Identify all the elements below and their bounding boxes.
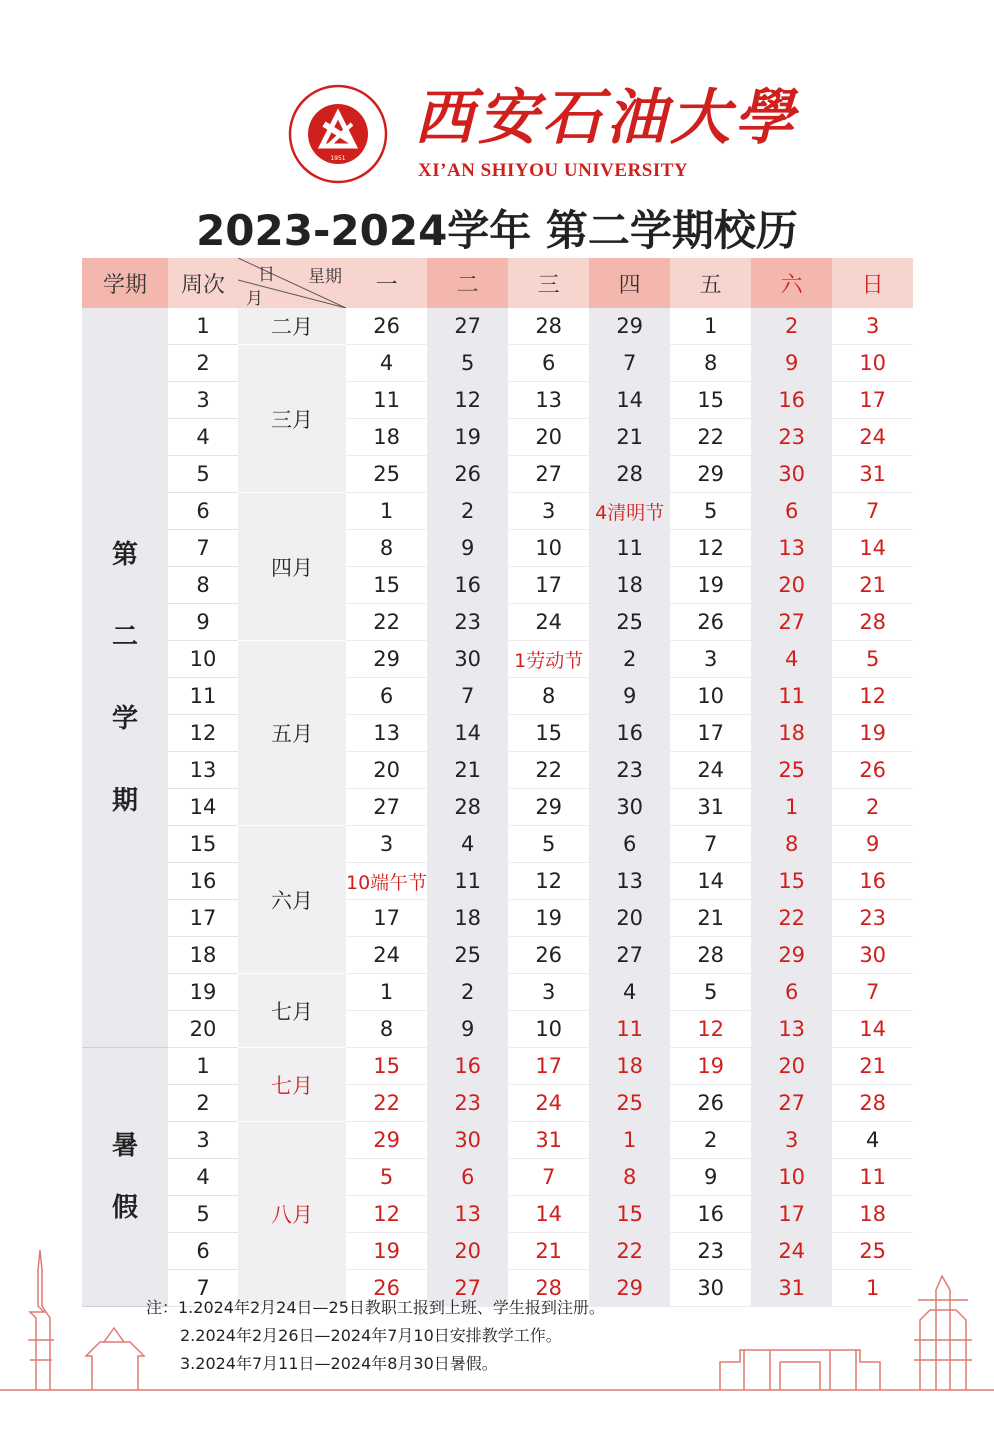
date-cell: 11 — [751, 678, 832, 715]
week-header: 周次 — [168, 258, 238, 308]
date-cell: 22 — [751, 900, 832, 937]
term-char: 期 — [111, 785, 138, 816]
date-cell: 25 — [589, 1085, 670, 1122]
date-cell: 10 — [508, 530, 589, 567]
holiday-date-cell: 4清明节 — [589, 493, 670, 530]
date-cell: 17 — [751, 1196, 832, 1233]
week-number: 2 — [168, 1085, 238, 1122]
table-row — [82, 900, 913, 937]
date-cell: 9 — [427, 530, 508, 567]
table-row — [82, 456, 913, 493]
date-cell: 17 — [508, 567, 589, 604]
date-cell: 27 — [427, 1270, 508, 1307]
date-cell: 6 — [751, 974, 832, 1011]
date-cell: 28 — [508, 1270, 589, 1307]
month-label: 五月 — [238, 641, 346, 826]
date-cell: 18 — [346, 419, 427, 456]
table-row — [82, 752, 913, 789]
week-number: 3 — [168, 382, 238, 419]
date-cell: 22 — [508, 752, 589, 789]
date-cell: 2 — [751, 308, 832, 345]
date-cell: 6 — [508, 345, 589, 382]
term-second-semester — [82, 308, 168, 1048]
diag-month-label: 月 — [246, 289, 263, 308]
date-cell: 10 — [751, 1159, 832, 1196]
table-row — [82, 308, 913, 345]
date-cell: 20 — [427, 1233, 508, 1270]
date-cell: 10 — [670, 678, 751, 715]
week-number: 1 — [168, 308, 238, 345]
calendar-body — [82, 308, 913, 1307]
date-cell: 16 — [751, 382, 832, 419]
date-cell: 14 — [589, 382, 670, 419]
date-cell: 30 — [427, 641, 508, 678]
week-number: 17 — [168, 900, 238, 937]
date-cell: 20 — [751, 567, 832, 604]
date-cell: 4 — [427, 826, 508, 863]
week-number: 1 — [168, 1048, 238, 1085]
table-row — [82, 567, 913, 604]
date-cell: 9 — [589, 678, 670, 715]
week-number: 6 — [168, 1233, 238, 1270]
date-cell: 19 — [427, 419, 508, 456]
diagonal-header — [238, 258, 346, 308]
date-cell: 23 — [751, 419, 832, 456]
week-number: 7 — [168, 1270, 238, 1307]
date-cell: 20 — [751, 1048, 832, 1085]
date-cell: 26 — [427, 456, 508, 493]
date-cell: 7 — [832, 493, 913, 530]
date-cell: 25 — [346, 456, 427, 493]
date-cell: 8 — [751, 826, 832, 863]
date-cell: 24 — [346, 937, 427, 974]
date-cell: 15 — [508, 715, 589, 752]
date-cell: 1 — [751, 789, 832, 826]
date-cell: 18 — [589, 1048, 670, 1085]
date-cell: 24 — [508, 604, 589, 641]
date-cell: 11 — [589, 530, 670, 567]
date-cell: 2 — [670, 1122, 751, 1159]
note-line: 3.2024年7月11日—2024年8月30日暑假。 — [180, 1354, 498, 1373]
week-number: 5 — [168, 456, 238, 493]
date-cell: 12 — [508, 863, 589, 900]
table-row — [82, 826, 913, 863]
date-cell: 27 — [427, 308, 508, 345]
date-cell: 15 — [346, 1048, 427, 1085]
date-cell: 22 — [346, 1085, 427, 1122]
date-cell: 24 — [670, 752, 751, 789]
date-cell: 22 — [589, 1233, 670, 1270]
date-cell: 8 — [508, 678, 589, 715]
date-cell: 24 — [508, 1085, 589, 1122]
date-cell: 5 — [346, 1159, 427, 1196]
date-cell: 21 — [589, 419, 670, 456]
university-seal-logo — [288, 84, 388, 184]
date-cell: 26 — [346, 1270, 427, 1307]
date-cell: 6 — [346, 678, 427, 715]
date-cell: 29 — [670, 456, 751, 493]
date-cell: 16 — [670, 1196, 751, 1233]
week-number: 16 — [168, 863, 238, 900]
date-cell: 9 — [427, 1011, 508, 1048]
table-row — [82, 974, 913, 1011]
date-cell: 19 — [832, 715, 913, 752]
week-number: 2 — [168, 345, 238, 382]
date-cell: 10 — [508, 1011, 589, 1048]
date-cell: 24 — [832, 419, 913, 456]
date-cell: 23 — [427, 604, 508, 641]
month-label: 七月 — [238, 974, 346, 1048]
month-label: 三月 — [238, 345, 346, 493]
date-cell: 2 — [427, 493, 508, 530]
table-row — [82, 1085, 913, 1122]
term-header: 学期 — [82, 258, 168, 308]
date-cell: 14 — [427, 715, 508, 752]
table-row — [82, 382, 913, 419]
date-cell: 11 — [832, 1159, 913, 1196]
date-cell: 16 — [832, 863, 913, 900]
date-cell: 10 — [832, 345, 913, 382]
date-cell: 28 — [670, 937, 751, 974]
week-number: 8 — [168, 567, 238, 604]
date-cell: 31 — [508, 1122, 589, 1159]
date-cell: 28 — [589, 456, 670, 493]
date-cell: 3 — [832, 308, 913, 345]
date-cell: 6 — [751, 493, 832, 530]
table-row — [82, 789, 913, 826]
date-cell: 27 — [508, 456, 589, 493]
day-header-wed: 三 — [508, 258, 589, 308]
date-cell: 26 — [346, 308, 427, 345]
week-number: 4 — [168, 419, 238, 456]
date-cell: 27 — [751, 604, 832, 641]
date-cell: 25 — [589, 604, 670, 641]
date-cell: 7 — [832, 974, 913, 1011]
date-cell: 14 — [508, 1196, 589, 1233]
date-cell: 9 — [670, 1159, 751, 1196]
table-row — [82, 419, 913, 456]
date-cell: 14 — [832, 530, 913, 567]
table-row — [82, 345, 913, 382]
date-cell: 17 — [508, 1048, 589, 1085]
date-cell: 29 — [751, 937, 832, 974]
date-cell: 25 — [832, 1233, 913, 1270]
term-char: 学 — [111, 703, 138, 734]
date-cell: 7 — [427, 678, 508, 715]
date-cell: 18 — [427, 900, 508, 937]
date-cell: 19 — [670, 1048, 751, 1085]
month-label: 六月 — [238, 826, 346, 974]
date-cell: 16 — [427, 567, 508, 604]
table-row — [82, 1011, 913, 1048]
date-cell: 28 — [508, 308, 589, 345]
date-cell: 13 — [427, 1196, 508, 1233]
date-cell: 27 — [589, 937, 670, 974]
date-cell: 1 — [346, 493, 427, 530]
date-cell: 26 — [832, 752, 913, 789]
week-number: 10 — [168, 641, 238, 678]
city-skyline-decoration — [0, 1230, 994, 1400]
date-cell: 19 — [508, 900, 589, 937]
table-row — [82, 604, 913, 641]
date-cell: 29 — [508, 789, 589, 826]
date-cell: 19 — [346, 1233, 427, 1270]
date-cell: 11 — [589, 1011, 670, 1048]
table-row — [82, 641, 913, 678]
date-cell: 5 — [427, 345, 508, 382]
date-cell: 2 — [832, 789, 913, 826]
date-cell: 13 — [751, 1011, 832, 1048]
week-number: 15 — [168, 826, 238, 863]
note-line: 注：1.2024年2月24日—25日教职工报到上班、学生报到注册。 — [146, 1298, 605, 1317]
date-cell: 26 — [670, 604, 751, 641]
date-cell: 1 — [589, 1122, 670, 1159]
date-cell: 2 — [427, 974, 508, 1011]
table-row — [82, 937, 913, 974]
term-char: 二 — [111, 621, 138, 652]
week-number: 20 — [168, 1011, 238, 1048]
date-cell: 7 — [670, 826, 751, 863]
date-cell: 18 — [751, 715, 832, 752]
week-number: 9 — [168, 604, 238, 641]
table-row — [82, 678, 913, 715]
month-label: 七月 — [238, 1048, 346, 1122]
date-cell: 20 — [346, 752, 427, 789]
term-char: 假 — [111, 1193, 138, 1223]
date-cell: 15 — [670, 382, 751, 419]
date-cell: 31 — [832, 456, 913, 493]
date-cell: 31 — [751, 1270, 832, 1307]
date-cell: 22 — [670, 419, 751, 456]
week-number: 13 — [168, 752, 238, 789]
date-cell: 30 — [751, 456, 832, 493]
date-cell: 8 — [346, 530, 427, 567]
date-cell: 3 — [670, 641, 751, 678]
date-cell: 28 — [427, 789, 508, 826]
date-cell: 14 — [670, 863, 751, 900]
date-cell: 23 — [670, 1233, 751, 1270]
date-cell: 17 — [670, 715, 751, 752]
week-number: 14 — [168, 789, 238, 826]
week-number: 19 — [168, 974, 238, 1011]
date-cell: 4 — [832, 1122, 913, 1159]
date-cell: 1 — [670, 308, 751, 345]
university-name-en: XI’AN SHIYOU UNIVERSITY — [418, 160, 689, 181]
day-header-thu: 四 — [589, 258, 670, 308]
date-cell: 25 — [427, 937, 508, 974]
date-cell: 13 — [751, 530, 832, 567]
date-cell: 1 — [832, 1270, 913, 1307]
day-header-tue: 二 — [427, 258, 508, 308]
date-cell: 23 — [832, 900, 913, 937]
date-cell: 13 — [346, 715, 427, 752]
day-header-sun: 日 — [832, 258, 913, 308]
date-cell: 30 — [670, 1270, 751, 1307]
week-number: 7 — [168, 530, 238, 567]
date-cell: 21 — [832, 567, 913, 604]
date-cell: 9 — [832, 826, 913, 863]
date-cell: 6 — [589, 826, 670, 863]
table-row — [82, 1122, 913, 1159]
date-cell: 8 — [670, 345, 751, 382]
date-cell: 12 — [670, 1011, 751, 1048]
date-cell: 17 — [832, 382, 913, 419]
date-cell: 12 — [427, 382, 508, 419]
date-cell: 2 — [589, 641, 670, 678]
date-cell: 8 — [589, 1159, 670, 1196]
holiday-date-cell: 1劳动节 — [508, 641, 589, 678]
date-cell: 16 — [589, 715, 670, 752]
month-label: 八月 — [238, 1122, 346, 1307]
month-label: 二月 — [238, 308, 346, 345]
holiday-date-cell: 10端午节 — [346, 863, 427, 900]
date-cell: 16 — [427, 1048, 508, 1085]
date-cell: 14 — [832, 1011, 913, 1048]
date-cell: 15 — [346, 567, 427, 604]
date-cell: 8 — [346, 1011, 427, 1048]
date-cell: 21 — [670, 900, 751, 937]
date-cell: 30 — [427, 1122, 508, 1159]
seal-year: 1951 — [330, 155, 346, 162]
date-cell: 17 — [346, 900, 427, 937]
week-number: 18 — [168, 937, 238, 974]
date-cell: 18 — [589, 567, 670, 604]
date-cell: 11 — [346, 382, 427, 419]
date-cell: 21 — [832, 1048, 913, 1085]
date-cell: 4 — [346, 345, 427, 382]
week-number: 4 — [168, 1159, 238, 1196]
date-cell: 18 — [832, 1196, 913, 1233]
date-cell: 5 — [832, 641, 913, 678]
diag-weekday-label: 星期 — [308, 267, 342, 287]
date-cell: 11 — [427, 863, 508, 900]
date-cell: 15 — [589, 1196, 670, 1233]
date-cell: 20 — [508, 419, 589, 456]
date-cell: 26 — [670, 1085, 751, 1122]
date-cell: 31 — [670, 789, 751, 826]
page-title: 2023-2024学年 第二学期校历 — [196, 206, 798, 255]
date-cell: 5 — [508, 826, 589, 863]
date-cell: 5 — [670, 974, 751, 1011]
university-name-cn: 西安石油大學 — [414, 83, 798, 153]
date-cell: 12 — [670, 530, 751, 567]
date-cell: 29 — [589, 308, 670, 345]
date-cell: 13 — [508, 382, 589, 419]
date-cell: 27 — [346, 789, 427, 826]
month-label: 四月 — [238, 493, 346, 641]
date-cell: 3 — [508, 493, 589, 530]
date-cell: 4 — [751, 641, 832, 678]
table-row — [82, 715, 913, 752]
week-number: 12 — [168, 715, 238, 752]
date-cell: 27 — [751, 1085, 832, 1122]
date-cell: 3 — [346, 826, 427, 863]
week-number: 5 — [168, 1196, 238, 1233]
date-cell: 21 — [427, 752, 508, 789]
week-number: 6 — [168, 493, 238, 530]
date-cell: 29 — [346, 1122, 427, 1159]
week-number: 3 — [168, 1122, 238, 1159]
day-header-fri: 五 — [670, 258, 751, 308]
diag-day-label: 日 — [258, 265, 275, 285]
table-row — [82, 863, 913, 900]
date-cell: 29 — [346, 641, 427, 678]
day-header-sat: 六 — [751, 258, 832, 308]
date-cell: 3 — [508, 974, 589, 1011]
table-row — [82, 1048, 913, 1085]
school-calendar-table — [82, 258, 913, 1307]
date-cell: 13 — [589, 863, 670, 900]
table-row — [82, 1159, 913, 1196]
date-cell: 22 — [346, 604, 427, 641]
date-cell: 24 — [751, 1233, 832, 1270]
term-char: 第 — [111, 539, 138, 570]
date-cell: 7 — [508, 1159, 589, 1196]
date-cell: 21 — [508, 1233, 589, 1270]
date-cell: 23 — [427, 1085, 508, 1122]
date-cell: 5 — [670, 493, 751, 530]
date-cell: 3 — [751, 1122, 832, 1159]
header-row — [82, 258, 913, 308]
date-cell: 30 — [832, 937, 913, 974]
date-cell: 30 — [589, 789, 670, 826]
date-cell: 26 — [508, 937, 589, 974]
date-cell: 1 — [346, 974, 427, 1011]
table-row — [82, 530, 913, 567]
date-cell: 7 — [589, 345, 670, 382]
date-cell: 12 — [832, 678, 913, 715]
note-line: 2.2024年2月26日—2024年7月10日安排教学工作。 — [180, 1326, 562, 1345]
date-cell: 23 — [589, 752, 670, 789]
date-cell: 12 — [346, 1196, 427, 1233]
date-cell: 20 — [589, 900, 670, 937]
day-header-mon: 一 — [346, 258, 427, 308]
date-cell: 15 — [751, 863, 832, 900]
date-cell: 9 — [751, 345, 832, 382]
date-cell: 19 — [670, 567, 751, 604]
table-row — [82, 1196, 913, 1233]
date-cell: 4 — [589, 974, 670, 1011]
term-char: 暑 — [111, 1131, 138, 1161]
date-cell: 29 — [589, 1270, 670, 1307]
week-number: 11 — [168, 678, 238, 715]
date-cell: 28 — [832, 604, 913, 641]
date-cell: 25 — [751, 752, 832, 789]
table-row — [82, 493, 913, 530]
date-cell: 6 — [427, 1159, 508, 1196]
date-cell: 28 — [832, 1085, 913, 1122]
